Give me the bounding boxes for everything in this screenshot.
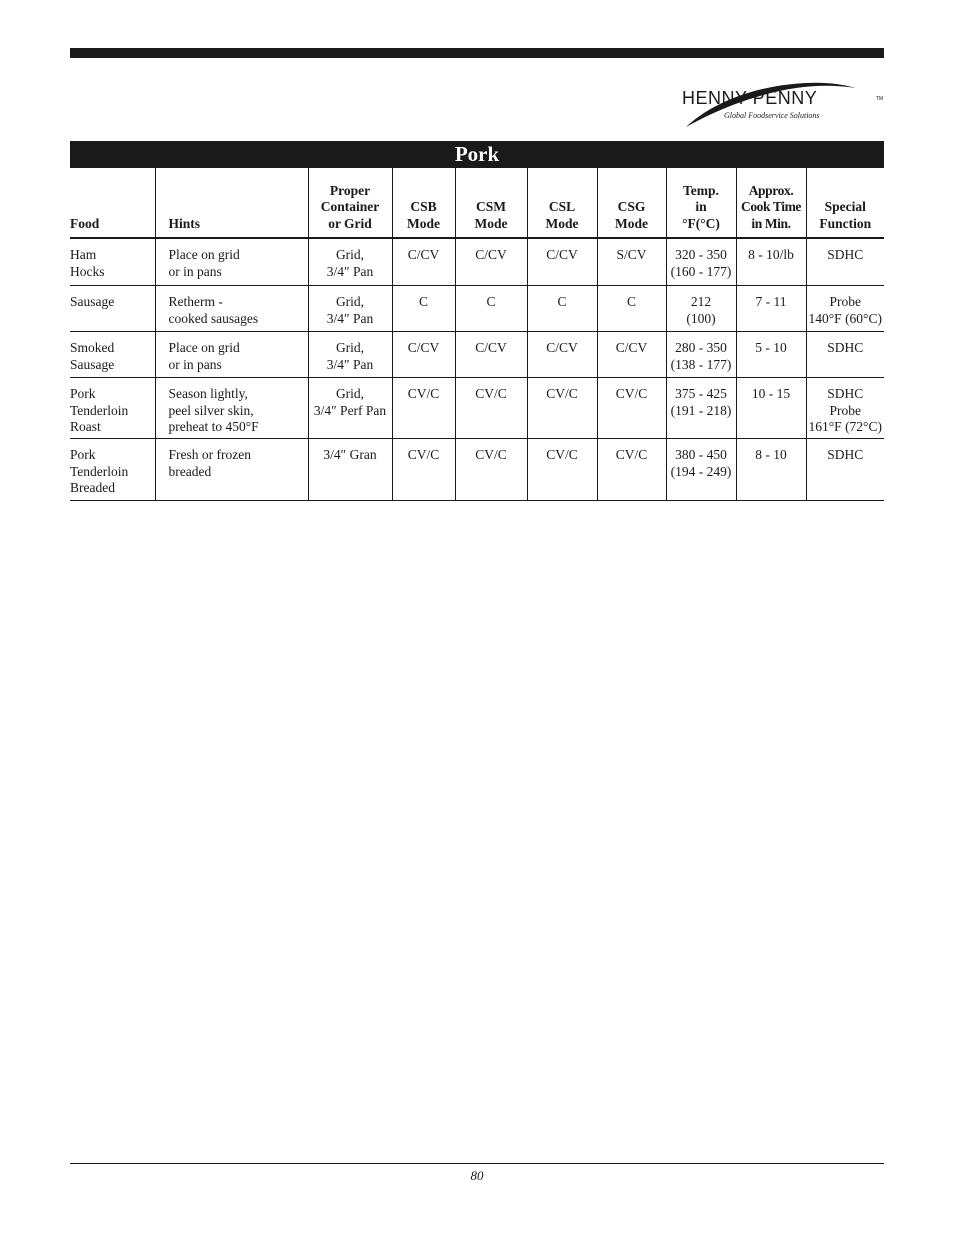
cell-csg-mode: S/CV: [597, 238, 666, 286]
cell-csl-mode: C: [527, 286, 597, 332]
header-container: Proper Container or Grid: [308, 168, 392, 238]
table-row: [70, 439, 884, 501]
cell-csm-mode: C/CV: [455, 238, 527, 286]
cell-food: Pork Tenderloin Roast: [70, 378, 155, 439]
cell-special-function: SDHC: [806, 238, 884, 286]
cell-temp: 380 - 450 (194 - 249): [666, 439, 736, 501]
cell-csg-mode: CV/C: [597, 439, 666, 501]
section-title: Pork: [70, 141, 884, 168]
cell-special-function: SDHC: [806, 332, 884, 378]
header-cook-time: Approx. Cook Time in Min.: [736, 168, 806, 238]
table-header-row: [70, 168, 884, 238]
bottom-rule: [70, 1163, 884, 1164]
cell-hints: Retherm - cooked sausages: [155, 286, 308, 332]
cell-csm-mode: CV/C: [455, 439, 527, 501]
cell-csb-mode: CV/C: [392, 439, 455, 501]
cell-special-function: SDHC: [806, 439, 884, 501]
logo-trademark: TM: [876, 96, 884, 102]
cell-food: Sausage: [70, 286, 155, 332]
cell-food: Pork Tenderloin Breaded: [70, 439, 155, 501]
logo-tagline: Global Foodservice Solutions: [724, 111, 820, 120]
cell-container: 3/4″ Gran: [308, 439, 392, 501]
header-csl-mode: CSL Mode: [527, 168, 597, 238]
cell-csb-mode: CV/C: [392, 378, 455, 439]
cell-csl-mode: CV/C: [527, 439, 597, 501]
cell-cook-time: 10 - 15: [736, 378, 806, 439]
header-csm-mode: CSM Mode: [455, 168, 527, 238]
cell-temp: 375 - 425 (191 - 218): [666, 378, 736, 439]
cell-cook-time: 5 - 10: [736, 332, 806, 378]
cell-hints: Place on grid or in pans: [155, 332, 308, 378]
cell-cook-time: 8 - 10: [736, 439, 806, 501]
cell-cook-time: 7 - 11: [736, 286, 806, 332]
cell-csl-mode: C/CV: [527, 332, 597, 378]
pork-cooking-table: [70, 168, 884, 501]
cell-csg-mode: C: [597, 286, 666, 332]
cell-food: Ham Hocks: [70, 238, 155, 286]
cell-food: Smoked Sausage: [70, 332, 155, 378]
cell-csg-mode: C/CV: [597, 332, 666, 378]
page-number: 80: [470, 1168, 484, 1183]
cell-hints: Season lightly, peel silver skin, preheat to 450°F: [155, 378, 308, 439]
cell-csl-mode: CV/C: [527, 378, 597, 439]
cell-csg-mode: CV/C: [597, 378, 666, 439]
cell-special-function: SDHC Probe 161°F (72°C): [806, 378, 884, 439]
cell-special-function: Probe 140°F (60°C): [806, 286, 884, 332]
logo-brand: HENNY PENNY: [682, 88, 818, 108]
header-special-function: Special Function: [806, 168, 884, 238]
table-row: [70, 238, 884, 286]
cell-temp: 320 - 350 (160 - 177): [666, 238, 736, 286]
top-rule: [70, 48, 884, 58]
table-row: [70, 378, 884, 439]
header-temp: Temp. in °F(°C): [666, 168, 736, 238]
cell-container: Grid, 3/4″ Pan: [308, 238, 392, 286]
cell-hints: Place on grid or in pans: [155, 238, 308, 286]
cell-csm-mode: C: [455, 286, 527, 332]
header-hints: Hints: [155, 168, 308, 238]
henny-penny-logo: [676, 80, 886, 128]
cell-container: Grid, 3/4″ Perf Pan: [308, 378, 392, 439]
cell-csb-mode: C/CV: [392, 332, 455, 378]
cell-csm-mode: C/CV: [455, 332, 527, 378]
header-csg-mode: CSG Mode: [597, 168, 666, 238]
cell-csb-mode: C/CV: [392, 238, 455, 286]
table-row: [70, 332, 884, 378]
cell-cook-time: 8 - 10/lb: [736, 238, 806, 286]
cell-container: Grid, 3/4″ Pan: [308, 332, 392, 378]
cell-csb-mode: C: [392, 286, 455, 332]
header-food: Food: [70, 168, 155, 238]
cell-temp: 280 - 350 (138 - 177): [666, 332, 736, 378]
cell-temp: 212 (100): [666, 286, 736, 332]
cell-csm-mode: CV/C: [455, 378, 527, 439]
table-row: [70, 286, 884, 332]
header-csb-mode: CSB Mode: [392, 168, 455, 238]
cell-csl-mode: C/CV: [527, 238, 597, 286]
cell-hints: Fresh or frozen breaded: [155, 439, 308, 501]
cell-container: Grid, 3/4″ Pan: [308, 286, 392, 332]
